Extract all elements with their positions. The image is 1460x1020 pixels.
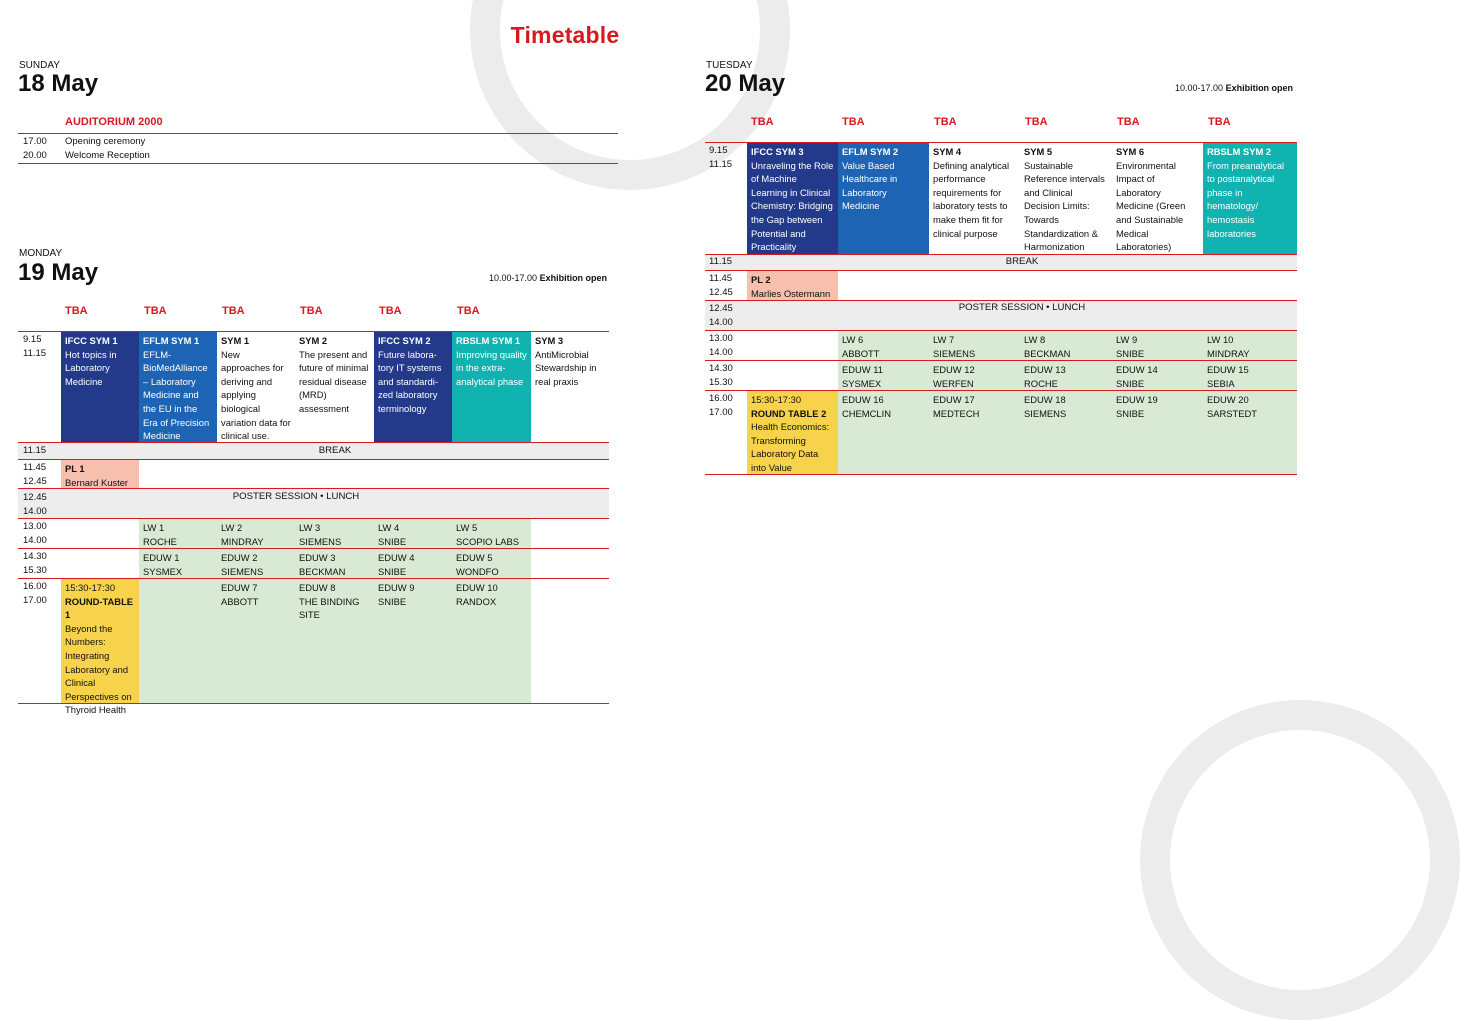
session-title: PL 1 xyxy=(65,463,85,474)
session-text: Beyond the Numbers: Integrating Laboratory and Clinical Perspectives on Thyroid Health xyxy=(65,622,132,716)
workshop-eduw-15[interactable]: EDUW 15 SEBIA xyxy=(1203,361,1297,390)
monday-day-label: MONDAY xyxy=(19,248,63,259)
session-title: IFCC SYM 1 xyxy=(65,335,118,346)
tuesday-break-label: BREAK xyxy=(1005,256,1039,267)
session-ifcc-sym-3[interactable] xyxy=(747,143,838,254)
sunday-event-2: Welcome Reception xyxy=(65,150,150,161)
tuesday-header-1: TBA xyxy=(751,116,774,128)
tuesday-date: 20 May xyxy=(705,70,786,97)
session-eflm-sym-2[interactable] xyxy=(838,143,929,254)
session-text: Value Based Healthcare in Laboratory Medicine xyxy=(842,159,898,212)
page-title: Timetable xyxy=(510,22,620,48)
session-sym-2[interactable] xyxy=(295,332,374,442)
monday-header-6: TBA xyxy=(457,305,480,317)
session-title: SYM 6 xyxy=(1116,146,1145,157)
tuesday-header-3: TBA xyxy=(934,116,957,128)
session-sym-6[interactable] xyxy=(1112,143,1203,254)
session-text: Sustainable Reference intervals and Clinical Decision Limits: Towards Standardization & Harmonization xyxy=(1024,159,1105,253)
tuesday-time-pl: 11.45 12.45 xyxy=(709,273,733,298)
tuesday-header-5: TBA xyxy=(1117,116,1140,128)
monday-time-poster: 12.45 14.00 xyxy=(23,492,47,517)
workshop-eduw-18[interactable]: EDUW 18 SIEMENS xyxy=(1020,391,1112,474)
session-time: 15:30-17:30 xyxy=(751,394,802,405)
monday-time-sym: 9.15 11.15 xyxy=(23,334,47,359)
monday-time-lw: 13.00 14.00 xyxy=(23,521,47,546)
workshop-eduw-10[interactable]: EDUW 10 RANDOX xyxy=(452,579,531,703)
session-title: SYM 2 xyxy=(299,335,328,346)
session-title: PL 2 xyxy=(751,274,771,285)
session-title: EFLM SYM 1 xyxy=(143,335,200,346)
row-divider xyxy=(18,703,609,704)
session-title: ROUND TABLE 2 xyxy=(751,407,827,419)
workshop-lw-9[interactable]: LW 9 SNIBE xyxy=(1112,331,1203,360)
workshop-lw-10[interactable]: LW 10 MINDRAY xyxy=(1203,331,1297,360)
session-pl-1[interactable] xyxy=(61,460,139,488)
tuesday-time-lw: 13.00 14.00 xyxy=(709,333,733,358)
sunday-line xyxy=(18,133,618,134)
row-divider xyxy=(705,474,1297,475)
monday-header-1: TBA xyxy=(65,305,88,317)
sunday-venue: AUDITORIUM 2000 xyxy=(65,116,163,128)
session-rbslm-sym-1[interactable] xyxy=(452,332,531,442)
session-text: EFLM-BioMedAlliance – Laboratory Medicine and the EU in the Era of Precision Medicine xyxy=(143,348,210,442)
session-text: Health Economics: Transforming Laboratory Data into Value xyxy=(751,421,830,473)
monday-header-3: TBA xyxy=(222,305,245,317)
tuesday-poster-label: POSTER SESSION • LUNCH xyxy=(958,302,1086,313)
workshop-lw-8[interactable]: LW 8 BECKMAN xyxy=(1020,331,1112,360)
workshop-eduw-8[interactable]: EDUW 8 THE BINDING SITE xyxy=(295,579,374,703)
workshop-empty xyxy=(139,579,217,703)
monday-time-eduw: 14.30 15.30 xyxy=(23,551,47,576)
session-text: Hot topics in Laboratory Medicine xyxy=(65,348,117,387)
session-title: ROUND-TABLE 1 xyxy=(65,595,134,621)
tuesday-time-poster: 12.45 14.00 xyxy=(709,303,733,328)
exhibition-time: 10.00-17.00 xyxy=(489,273,538,283)
monday-time-break: 11.15 xyxy=(23,445,47,456)
monday-exhibition xyxy=(489,273,607,283)
session-title: SYM 5 xyxy=(1024,146,1053,157)
workshop-eduw-17[interactable]: EDUW 17 MEDTECH xyxy=(929,391,1020,474)
workshop-eduw-1[interactable]: EDUW 1 SYSMEX xyxy=(139,549,217,578)
session-text: From preanalytical to postanalytical phase in hematology/ hemostasis laboratories xyxy=(1207,159,1285,239)
tuesday-exhibition xyxy=(1175,83,1293,93)
sunday-date: 18 May xyxy=(18,70,99,97)
session-text: Future labora-tory IT systems and standardi-zed laboratory terminology xyxy=(378,348,442,414)
workshop-lw-2[interactable]: LW 2 MINDRAY xyxy=(217,519,295,548)
workshop-lw-6[interactable]: LW 6 ABBOTT xyxy=(838,331,929,360)
sunday-event-1: Opening ceremony xyxy=(65,136,146,147)
workshop-eduw-4[interactable]: EDUW 4 SNIBE xyxy=(374,549,452,578)
tuesday-time-eduw: 14.30 15.30 xyxy=(709,363,733,388)
workshop-eduw-5[interactable]: EDUW 5 WONDFO xyxy=(452,549,531,578)
session-text: Bernard Kuster xyxy=(65,476,129,488)
workshop-eduw-11[interactable]: EDUW 11 SYSMEX xyxy=(838,361,929,390)
workshop-eduw-19[interactable]: EDUW 19 SNIBE xyxy=(1112,391,1203,474)
session-text: The present and future of minimal residual disease (MRD) assessment xyxy=(299,348,369,414)
monday-header-4: TBA xyxy=(300,305,323,317)
tuesday-day-label: TUESDAY xyxy=(706,60,753,71)
workshop-eduw-2[interactable]: EDUW 2 SIEMENS xyxy=(217,549,295,578)
workshop-eduw-13[interactable]: EDUW 13 ROCHE xyxy=(1020,361,1112,390)
sunday-day-label: SUNDAY xyxy=(19,60,60,71)
exhibition-label: Exhibition open xyxy=(1225,83,1294,93)
session-round-table-1[interactable] xyxy=(61,579,139,716)
monday-header-2: TBA xyxy=(144,305,167,317)
tuesday-header-2: TBA xyxy=(842,116,865,128)
workshop-eduw-3[interactable]: EDUW 3 BECKMAN xyxy=(295,549,374,578)
workshop-lw-1[interactable]: LW 1 ROCHE xyxy=(139,519,217,548)
session-title: RBSLM SYM 2 xyxy=(1207,146,1272,157)
tuesday-header-6: TBA xyxy=(1208,116,1231,128)
decorative-arc-bottom xyxy=(1140,700,1460,1020)
session-title: SYM 4 xyxy=(933,146,962,157)
sunday-time-2: 20.00 xyxy=(23,150,47,161)
session-sym-1[interactable] xyxy=(217,332,295,442)
session-round-table-2[interactable] xyxy=(747,391,838,474)
sunday-line xyxy=(18,163,618,164)
workshop-lw-5[interactable]: LW 5 SCOPIO LABS xyxy=(452,519,531,548)
session-rbslm-sym-2[interactable] xyxy=(1203,143,1297,254)
exhibition-label: Exhibition open xyxy=(539,273,608,283)
monday-poster-label: POSTER SESSION • LUNCH xyxy=(232,491,360,502)
workshop-lw-7[interactable]: LW 7 SIEMENS xyxy=(929,331,1020,360)
session-time: 15:30-17:30 xyxy=(65,582,116,593)
session-text: Unraveling the Role of Machine Learning in Clinical Chemistry: Bridging the Gap between Potential and Practicality xyxy=(751,159,834,253)
monday-time-rt: 16.00 17.00 xyxy=(23,581,47,606)
session-title: EFLM SYM 2 xyxy=(842,146,899,157)
exhibition-time: 10.00-17.00 xyxy=(1175,83,1224,93)
workshop-eduw-20[interactable]: EDUW 20 SARSTEDT xyxy=(1203,391,1297,474)
session-text: Improving quality in the extra-analytical phase xyxy=(456,348,527,387)
session-ifcc-sym-2[interactable] xyxy=(374,332,452,442)
session-title: SYM 1 xyxy=(221,335,250,346)
workshop-eduw-12[interactable]: EDUW 12 WERFEN xyxy=(929,361,1020,390)
session-ifcc-sym-1[interactable] xyxy=(61,332,139,442)
session-text: Marlies Ostermann xyxy=(751,287,831,299)
session-title: RBSLM SYM 1 xyxy=(456,335,521,346)
workshop-lw-4[interactable]: LW 4 SNIBE xyxy=(374,519,452,548)
monday-date: 19 May xyxy=(18,259,99,286)
workshop-eduw-7[interactable]: EDUW 7 ABBOTT xyxy=(217,579,295,703)
session-text: Defining analytical performance requirements for laboratory tests to make them fit for clinical purpose xyxy=(933,159,1010,239)
session-sym-4[interactable] xyxy=(929,143,1020,254)
tuesday-header-4: TBA xyxy=(1025,116,1048,128)
workshop-eduw-9[interactable]: EDUW 9 SNIBE xyxy=(374,579,452,703)
tuesday-time-break: 11.15 xyxy=(709,256,733,267)
tuesday-time-sym: 9.15 11.15 xyxy=(709,145,733,170)
tuesday-time-rt: 16.00 17.00 xyxy=(709,393,733,418)
monday-header-5: TBA xyxy=(379,305,402,317)
session-text: AntiMicrobial Stewardship in real praxis xyxy=(535,348,597,387)
session-pl-2[interactable] xyxy=(747,271,838,300)
session-sym-3[interactable] xyxy=(531,332,609,442)
sunday-time-1: 17.00 xyxy=(23,136,47,147)
workshop-lw-3[interactable]: LW 3 SIEMENS xyxy=(295,519,374,548)
session-eflm-sym-1[interactable] xyxy=(139,332,217,442)
monday-break-label: BREAK xyxy=(318,445,352,456)
workshop-eduw-16[interactable]: EDUW 16 CHEMCLIN xyxy=(838,391,929,474)
workshop-eduw-14[interactable]: EDUW 14 SNIBE xyxy=(1112,361,1203,390)
session-title: IFCC SYM 3 xyxy=(751,146,804,157)
session-text: New approaches for deriving and applying biological variation data for clinical use. xyxy=(221,348,291,442)
monday-time-pl: 11.45 12.45 xyxy=(23,462,47,487)
session-title: SYM 3 xyxy=(535,335,564,346)
session-text: Environmental Impact of Laboratory Medicine (Green and Sustainable Medical Laboratories) xyxy=(1116,159,1186,253)
session-title: IFCC SYM 2 xyxy=(378,335,431,346)
session-sym-5[interactable] xyxy=(1020,143,1112,254)
